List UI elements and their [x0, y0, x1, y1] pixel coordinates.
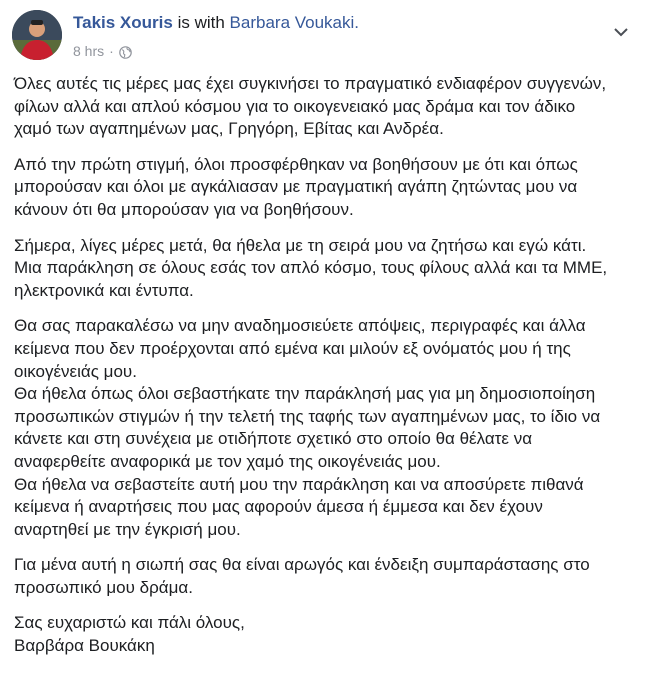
text-line: προσωπικών στιγμών ή την τελετή της ταφής των αγαπημένων μας, το ίδιο να	[14, 406, 601, 426]
text-line: αναρτηθεί με την έγκρισή μου.	[14, 519, 241, 539]
text-line: κάνουν ότι θα μπορούσαν για να βοηθήσουν.	[14, 199, 354, 219]
signature-name: Βαρβάρα Βουκάκη	[14, 636, 155, 656]
paragraph-5	[14, 554, 634, 599]
globe-icon[interactable]	[119, 45, 132, 58]
text-line: οικογένειάς μου.	[14, 361, 137, 381]
post-header	[12, 10, 633, 60]
post-body	[14, 73, 634, 658]
paragraph-3	[14, 235, 634, 303]
text-line: Από την πρώτη στιγμή, όλοι προσφέρθηκαν να βοηθήσουν με ότι και όπως	[14, 154, 578, 174]
text-line: κάνετε και στη συνέχεια με οτιδήποτε σχετικό στο οποίο θα θέλατε να	[14, 429, 533, 449]
text-line: Θα ήθελα όπως όλοι σεβαστήκατε την παράκλησή μας για μη δημοσιοποίηση	[14, 384, 596, 404]
text-line: προσωπικό μου δράμα.	[14, 577, 193, 597]
paragraph-signature	[14, 612, 634, 657]
tagged-name[interactable]: Barbara Voukaki.	[229, 13, 360, 32]
paragraph-1	[14, 73, 634, 141]
text-line: Όλες αυτές τις μέρες μας έχει συγκινήσει το πραγματικό ενδιαφέρον συγγενών,	[14, 74, 607, 93]
text-line: Μια παράκληση σε όλους εσάς τον απλό κόσμο, τους φίλους αλλά και τα ΜΜΕ,	[14, 258, 608, 278]
text-line: Για μένα αυτή η σιωπή σας θα είναι αρωγός και ένδειξη συμπαράστασης στο	[14, 555, 590, 575]
text-line: κείμενα που δεν προέρχονται από εμένα και μιλούν εξ ονόματός μου ή της	[14, 338, 571, 358]
with-text: is with	[177, 13, 225, 32]
text-line: ηλεκτρονικά και έντυπα.	[14, 280, 194, 300]
text-line: Θα ήθελα να σεβαστείτε αυτή μου την παράκληση και να αποσύρετε πιθανά	[14, 474, 584, 494]
author-line	[73, 12, 359, 34]
text-line: αναφερθείτε αναφορικά με τον χαμό της οικογένειάς μου.	[14, 451, 441, 471]
text-line: φίλων αλλά και απλού κόσμου για το οικογενειακό μας δράμα και τον άδικο	[14, 96, 576, 116]
text-line: χαμό των αγαπημένων μας, Γρηγόρη, Εβίτας και Ανδρέα.	[14, 119, 444, 139]
text-line: Θα σας παρακαλέσω να μην αναδημοσιεύετε απόψεις, περιγραφές και άλλα	[14, 316, 586, 336]
paragraph-2	[14, 154, 634, 222]
chevron-down-icon[interactable]	[613, 24, 629, 34]
post-meta	[73, 42, 132, 60]
text-line: κείμενα ή αναρτήσεις που μας αφορούν άμεσα ή έμμεσα και δεν έχουν	[14, 497, 543, 517]
author-name[interactable]: Takis Xouris	[73, 13, 173, 32]
text-line: Σήμερα, λίγες μέρες μετά, θα ήθελα με τη σειρά μου να ζητήσω και εγώ κάτι.	[14, 235, 587, 255]
paragraph-4	[14, 315, 634, 541]
timestamp[interactable]: 8 hrs	[73, 43, 105, 59]
text-line: Σας ευχαριστώ και πάλι όλους,	[14, 613, 245, 633]
meta-separator: ·	[109, 43, 114, 59]
text-line: μπορούσαν και όλοι με αγκάλιασαν με πραγματική αγάπη ζητώντας μου να	[14, 177, 578, 197]
avatar[interactable]	[12, 10, 62, 60]
